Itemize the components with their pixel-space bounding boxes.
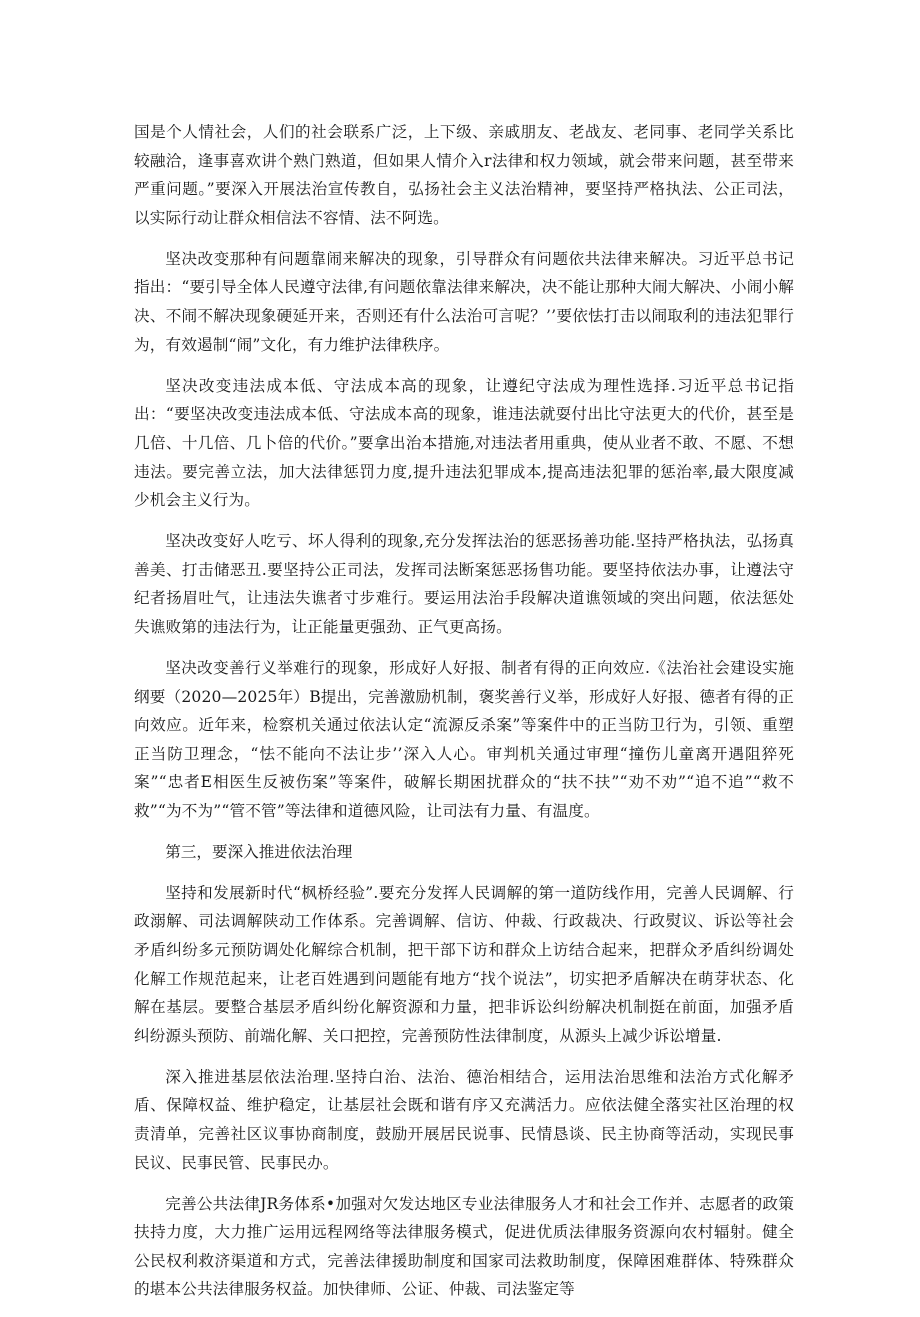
paragraph-grassroots: 深入推进基层依法治理.坚持白治、法治、德治相结合，运用法治思维和法治方式化解矛盾、保障权益、维护稳定，让基层社会既和谐有序又充满活力。应依法健全落实社区治理的权责清单，完善社区议事协商制度，鼓励开展居民说事、民情恳谈、民主协商等活动，实现民事民议、民事民管、民事民办。	[134, 1067, 794, 1172]
paragraph-good-deeds: 坚决改变善行义举难行的现象，形成好人好报、制者有得的正向效应.《法治社会建设实施纲要（2020—2025年）B提出，完善激励机制，褒奖善行义举，形成好人好报、德者有得的正向效应。近年来，检察机关通过依法认定“流源反杀案”等案件中的正当防卫行为，引领、重塑正当防卫理念，“怯不能向不法让步’’深入人心。审判机关通过审理“撞伤儿童离开遇阻猝死案”“忠者E相医生反被伤案”等案件，破解长期困扰群众的“扶不扶”“劝不劝”“追不追”“救不救”“为不为”“管不管”等法律和道德风险，让司法有力量、有温度。	[134, 659, 794, 821]
paragraph-continuation: 国是个人情社会，人们的社会联系广泛，上下级、亲戚朋友、老战友、老同事、老同学关系比较融洽，逢事喜欢讲个熟门熟道，但如果人情介入r法律和权力领域，就会带来问题，甚至带来严重问题。”要深入开展法治宣传教自，弘扬社会主义法治精神，要坚持严格执法、公正司法，以实际行动让群众相信法不容情、法不阿选。	[134, 123, 794, 227]
paragraph-noisy-resolution: 坚决改变那种有问题靠闹来解决的现象，引导群众有问题依共法律来解决。习近平总书记指出：“要引导全体人民遵守法律,有问题依靠法律来解决，决不能让那种大闹大解决、小闹小解决、不闹不解决现象硬延开来，否则还有什么法治可言呢？’’要依怯打击以闹取利的违法犯罪行为，有效遏制“闹”文化，有力维护法律秩序。	[134, 249, 794, 354]
paragraph-legal-services: 完善公共法律JR务体系•加强对欠发达地区专业法律服务人才和社会工作并、志愿者的政策扶持力度，大力推广运用远程网络等法律服务模式，促进优质法律服务资源向农村辐射。健全公民权利救济渠道和方式，完善法律援助制度和国家司法救助制度，保障困难群体、特殊群众的堪本公共法律服务权益。加快律师、公证、仲裁、司法鉴定等	[134, 1194, 794, 1299]
section-heading: 第三，要深入推进依法治理	[165, 843, 353, 862]
paragraph-good-people: 坚决改变好人吃亏、坏人得利的现象,充分发挥法治的惩恶扬善功能.坚持严格执法，弘扬真善美、打击储恶丑.要坚持公正司法，发挥司法断案惩恶扬售功能。要坚持依法办事，让遵法守纪者扬眉吐气，让违法失谯者寸步难行。要运用法治手段解决道谯领域的突出问题，依法惩处失谯败第的违法行为，让正能量更强劲、正气更高扬。	[134, 532, 794, 636]
document-page	[134, 118, 794, 1317]
paragraph-cost-of-law: 坚决改变违法成本低、守法成本高的现象，让遵纪守法成为理性选择.习近平总书记指出：“要坚决改变违法成本低、守法成本高的现象，谁违法就耍付出比守法更大的代价，甚至是几倍、十几倍、几卜倍的代价。”要拿出治本措施,对违法者用重典，使从业者不敢、不愿、不想违法。要完善立法，加大法律惩罚力度,提升违法犯罪成本,提高违法犯罪的惩治率,最大限度减少机会主义行为。	[134, 376, 794, 510]
paragraph-fengqiao: 坚持和发展新时代“枫桥经验”.要充分发挥人民调解的第一道防线作用，完善人民调解、行政溺解、司法调解陕动工作体系。完善调解、信访、仲裁、行政裁决、行政熨议、诉讼等社会矛盾纠纷多元预防调处化解综合机制，把干部下访和群众上访结合起来，把群众矛盾纠纷调处化解工作规范起来，让老百姓遇到问题能有地方“找个说法”，切实把矛盾解决在萌芽状态、化解在基层。要整合基层矛盾纠纷化解资源和力量，把非诉讼纠纷解决机制挺在前面，加强矛盾纠纷源头预防、前端化解、关口把控，完善预防性法律制度，从源头上减少诉讼增量.	[134, 883, 794, 1045]
